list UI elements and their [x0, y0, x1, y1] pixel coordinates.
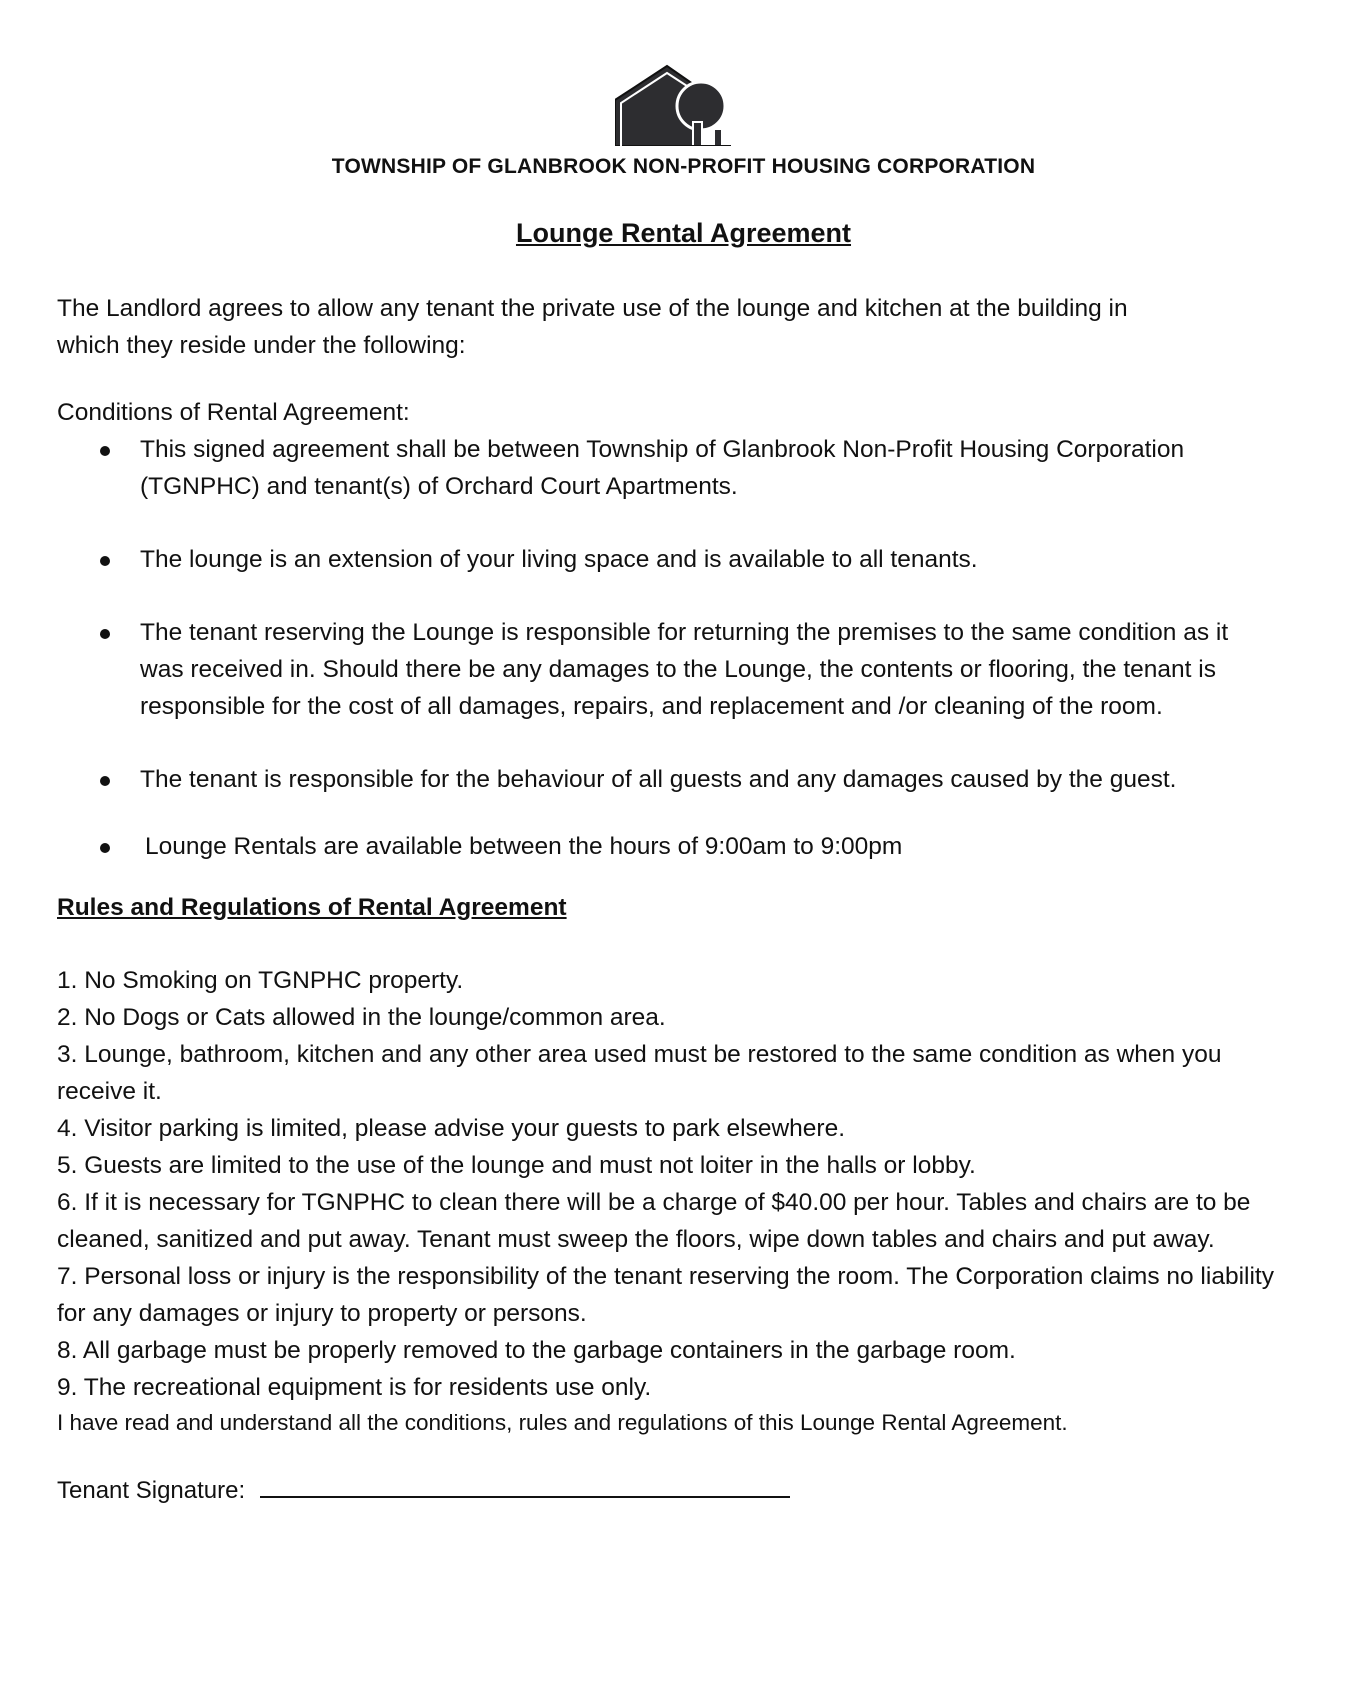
signature-row	[57, 1470, 1307, 1509]
house-tree-logo-icon	[615, 64, 731, 146]
rule-item: 3. Lounge, bathroom, kitchen and any other area used must be restored to the same condition as when you receive it.	[57, 1041, 1222, 1105]
condition-item: The tenant reserving the Lounge is responsible for returning the premises to the same condition as it was received in. Should there be any damages to the Lounge, the contents or flooring, the tenant is responsible for the cost of all damages, repairs, and replacement and /or cleaning of the room.	[57, 614, 1240, 725]
rule-item: 9. The recreational equipment is for residents use only.	[57, 1374, 652, 1401]
rule-item: 6. If it is necessary for TGNPHC to clean there will be a charge of $40.00 per hour. Tables and chairs are to be cleaned, sanitized and put away. Tenant must sweep the floors, wipe down tables and chairs and put away.	[57, 1189, 1251, 1253]
agreement-body	[57, 290, 1307, 1509]
condition-item: The tenant is responsible for the behaviour of all guests and any damages caused by the guest.	[57, 761, 1307, 798]
signature-line[interactable]	[260, 1470, 790, 1498]
rule-item: 1. No Smoking on TGNPHC property.	[57, 967, 464, 994]
organization-name: TOWNSHIP OF GLANBROOK NON-PROFIT HOUSING CORPORATION	[331, 155, 1036, 178]
conditions-heading: Conditions of Rental Agreement:	[57, 399, 410, 426]
conditions-list	[57, 431, 1307, 865]
rule-item: 2. No Dogs or Cats allowed in the lounge/common area.	[57, 1004, 666, 1031]
rules-heading: Rules and Regulations of Rental Agreement	[57, 894, 567, 921]
rule-item: 4. Visitor parking is limited, please advise your guests to park elsewhere.	[57, 1115, 846, 1142]
acknowledgement-statement: I have read and understand all the conditions, rules and regulations of this Lounge Rental Agreement.	[57, 1410, 1068, 1435]
rule-item: 7. Personal loss or injury is the responsibility of the tenant reserving the room. The Corporation claims no liability for any damages or injury to property or persons.	[57, 1263, 1274, 1327]
condition-item: Lounge Rentals are available between the hours of 9:00am to 9:00pm	[57, 828, 1307, 865]
document-title: Lounge Rental Agreement	[515, 218, 852, 248]
condition-item: This signed agreement shall be between Township of Glanbrook Non-Profit Housing Corporation (TGNPHC) and tenant(s) of Orchard Court Apartments.	[57, 431, 1190, 505]
rule-item: 5. Guests are limited to the use of the lounge and must not loiter in the halls or lobby.	[57, 1152, 976, 1179]
condition-item: The lounge is an extension of your living space and is available to all tenants.	[57, 541, 1307, 578]
signature-label: Tenant Signature:	[57, 1477, 246, 1504]
intro-paragraph: The Landlord agrees to allow any tenant the private use of the lounge and kitchen at the building in which they reside under the following:	[57, 295, 1128, 359]
rules-list	[57, 962, 1307, 1406]
rule-item: 8. All garbage must be properly removed to the garbage containers in the garbage room.	[57, 1337, 1016, 1364]
